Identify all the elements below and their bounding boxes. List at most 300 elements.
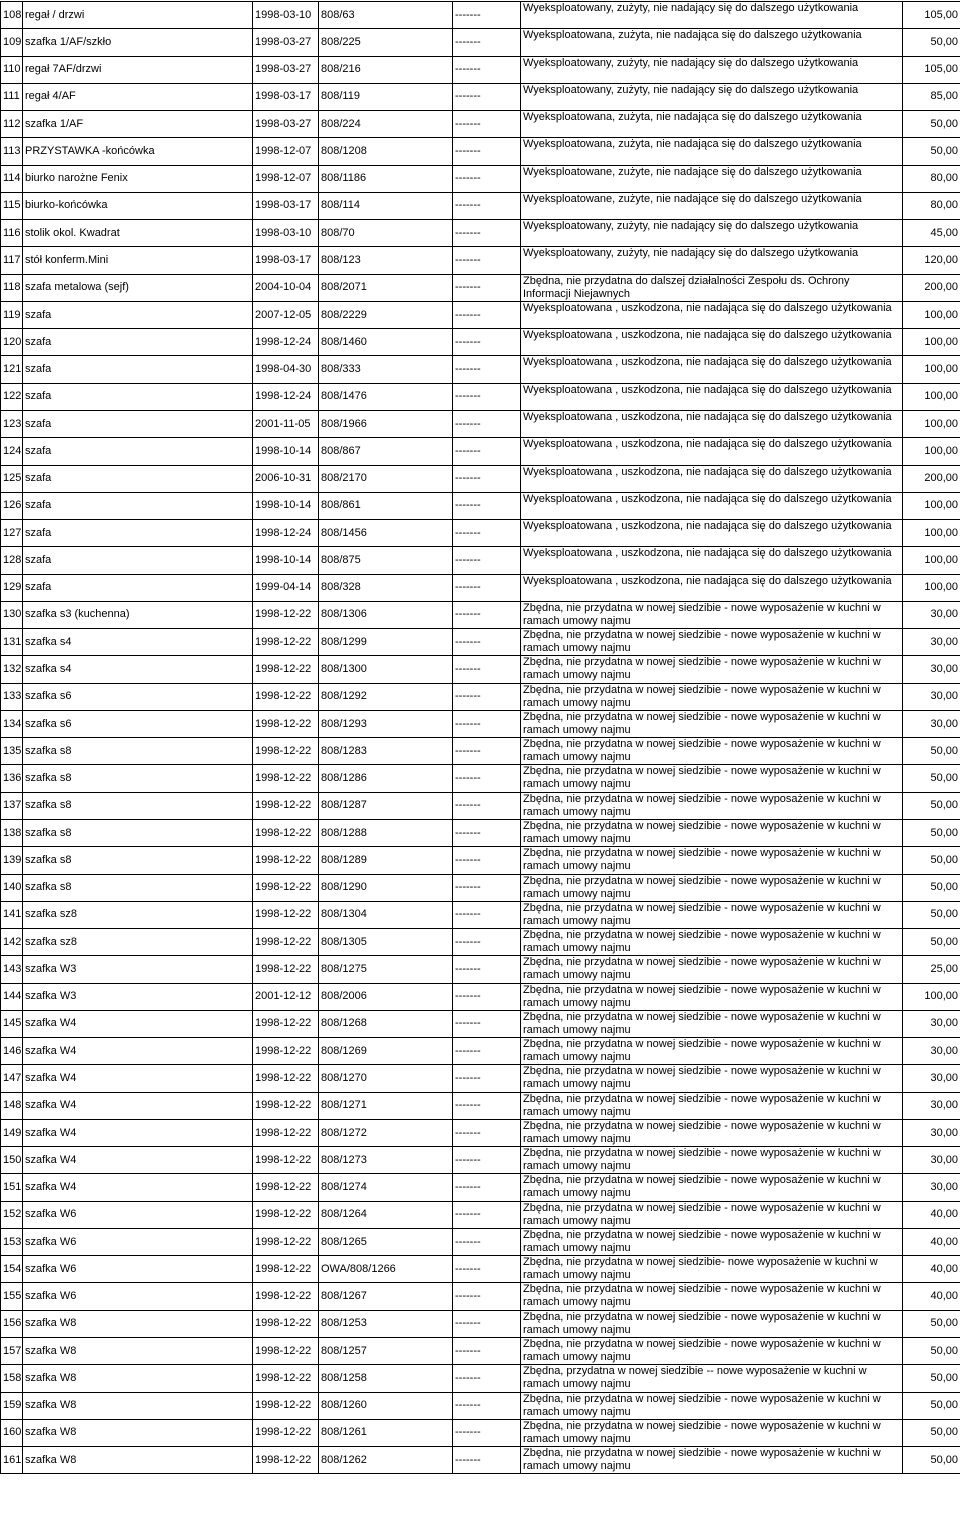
row-number: 154 — [1, 1256, 23, 1283]
item-value: 200,00 — [903, 465, 960, 492]
disposal-reason: Zbędna, nie przydatna w nowej siedzibie - nowe wyposażenie w kuchni w ramach umowy najmu — [521, 901, 903, 928]
disposal-reason: Wyeksploatowane, zużyte, nie nadające się do dalszego użytkowania — [521, 192, 903, 219]
disposal-reason: Zbędna, nie przydatna w nowej siedzibie - nowe wyposażenie w kuchni w ramach umowy najmu — [521, 1228, 903, 1255]
item-name: szafa — [23, 574, 253, 601]
inventory-number: 808/1289 — [319, 847, 453, 874]
table-row — [1, 792, 960, 819]
item-value: 45,00 — [903, 220, 960, 247]
acquisition-date: 1998-12-22 — [253, 1065, 319, 1092]
row-number: 108 — [1, 2, 23, 29]
item-name: szafka W4 — [23, 1147, 253, 1174]
item-value: 120,00 — [903, 247, 960, 274]
acquisition-date: 1998-12-22 — [253, 1038, 319, 1065]
acquisition-date: 2001-12-12 — [253, 983, 319, 1010]
item-value: 100,00 — [903, 547, 960, 574]
table-row — [1, 465, 960, 492]
acquisition-date: 1998-12-22 — [253, 1310, 319, 1337]
row-number: 133 — [1, 683, 23, 710]
row-number: 129 — [1, 574, 23, 601]
item-value: 30,00 — [903, 1147, 960, 1174]
item-name: szafka W8 — [23, 1419, 253, 1446]
item-value: 30,00 — [903, 710, 960, 737]
acquisition-date: 1998-12-07 — [253, 165, 319, 192]
row-number: 109 — [1, 29, 23, 56]
inventory-number: 808/1271 — [319, 1092, 453, 1119]
table-row — [1, 1119, 960, 1146]
acquisition-date: 1998-03-17 — [253, 247, 319, 274]
table-row — [1, 492, 960, 519]
table-row — [1, 329, 960, 356]
table-row — [1, 738, 960, 765]
disposal-reason: Wyeksploatowany, zużyty, nie nadający się do dalszego użytkowania — [521, 2, 903, 29]
item-name: szafa — [23, 465, 253, 492]
disposal-reason: Zbędna, nie przydatna w nowej siedzibie - nowe wyposażenie w kuchni w ramach umowy najmu — [521, 983, 903, 1010]
disposal-reason: Zbędna, nie przydatna w nowej siedzibie - nowe wyposażenie w kuchni w ramach umowy najmu — [521, 1447, 903, 1474]
inventory-number: 808/1288 — [319, 819, 453, 846]
item-value: 30,00 — [903, 656, 960, 683]
placeholder-dashes: ------- — [453, 438, 521, 465]
row-number: 126 — [1, 492, 23, 519]
acquisition-date: 1998-12-22 — [253, 1147, 319, 1174]
disposal-reason: Wyeksploatowana , uszkodzona, nie nadająca się do dalszego użytkowania — [521, 329, 903, 356]
item-value: 50,00 — [903, 792, 960, 819]
inventory-number: 808/114 — [319, 192, 453, 219]
table-row — [1, 956, 960, 983]
placeholder-dashes: ------- — [453, 874, 521, 901]
inventory-number: 808/875 — [319, 547, 453, 574]
disposal-reason: Zbędna, nie przydatna w nowej siedzibie - nowe wyposażenie w kuchni w ramach umowy najmu — [521, 1092, 903, 1119]
acquisition-date: 1998-12-07 — [253, 138, 319, 165]
inventory-number: 808/1270 — [319, 1065, 453, 1092]
placeholder-dashes: ------- — [453, 819, 521, 846]
item-value: 50,00 — [903, 29, 960, 56]
item-value: 105,00 — [903, 56, 960, 83]
item-name: szafka W4 — [23, 1092, 253, 1119]
row-number: 123 — [1, 410, 23, 437]
placeholder-dashes: ------- — [453, 929, 521, 956]
item-value: 80,00 — [903, 192, 960, 219]
inventory-number: 808/333 — [319, 356, 453, 383]
table-row — [1, 1283, 960, 1310]
placeholder-dashes: ------- — [453, 56, 521, 83]
item-value: 100,00 — [903, 438, 960, 465]
item-value: 30,00 — [903, 683, 960, 710]
item-name: szafka s4 — [23, 656, 253, 683]
acquisition-date: 1998-12-22 — [253, 601, 319, 628]
acquisition-date: 1998-03-17 — [253, 83, 319, 110]
inventory-number: 808/1306 — [319, 601, 453, 628]
inventory-number: 808/328 — [319, 574, 453, 601]
item-name: regał 7AF/drzwi — [23, 56, 253, 83]
placeholder-dashes: ------- — [453, 683, 521, 710]
item-name: szafa — [23, 301, 253, 328]
item-value: 50,00 — [903, 765, 960, 792]
table-row — [1, 929, 960, 956]
item-value: 40,00 — [903, 1228, 960, 1255]
disposal-reason: Wyeksploatowana , uszkodzona, nie nadająca się do dalszego użytkowania — [521, 520, 903, 547]
item-name: szafka W8 — [23, 1310, 253, 1337]
table-row — [1, 520, 960, 547]
placeholder-dashes: ------- — [453, 1065, 521, 1092]
item-value: 50,00 — [903, 1419, 960, 1446]
item-name: szafka s6 — [23, 710, 253, 737]
disposal-reason: Zbędna, nie przydatna w nowej siedzibie - nowe wyposażenie w kuchni w ramach umowy najmu — [521, 1038, 903, 1065]
item-value: 30,00 — [903, 1174, 960, 1201]
row-number: 152 — [1, 1201, 23, 1228]
acquisition-date: 1998-03-27 — [253, 56, 319, 83]
table-row — [1, 1228, 960, 1255]
row-number: 153 — [1, 1228, 23, 1255]
item-name: szafka s8 — [23, 819, 253, 846]
disposal-reason: Zbędna, nie przydatna w nowej siedzibie - nowe wyposażenie w kuchni w ramach umowy najmu — [521, 956, 903, 983]
placeholder-dashes: ------- — [453, 1310, 521, 1337]
table-row — [1, 1038, 960, 1065]
disposal-reason: Zbędna, nie przydatna w nowej siedzibie - nowe wyposażenie w kuchni w ramach umowy najmu — [521, 929, 903, 956]
inventory-number: 808/1299 — [319, 629, 453, 656]
item-value: 50,00 — [903, 138, 960, 165]
disposal-reason: Zbędna, nie przydatna w nowej siedzibie - nowe wyposażenie w kuchni w ramach umowy najmu — [521, 629, 903, 656]
table-row — [1, 165, 960, 192]
disposal-reason: Wyeksploatowana, zużyta, nie nadająca się do dalszego użytkowania — [521, 111, 903, 138]
inventory-number: 808/119 — [319, 83, 453, 110]
item-name: szafka s8 — [23, 874, 253, 901]
row-number: 157 — [1, 1338, 23, 1365]
table-row — [1, 1365, 960, 1392]
acquisition-date: 1998-12-22 — [253, 1119, 319, 1146]
placeholder-dashes: ------- — [453, 1119, 521, 1146]
row-number: 155 — [1, 1283, 23, 1310]
item-name: szafa — [23, 438, 253, 465]
disposal-reason: Zbędna, nie przydatna w nowej siedzibie - nowe wyposażenie w kuchni w ramach umowy najmu — [521, 738, 903, 765]
item-name: biurko narożne Fenix — [23, 165, 253, 192]
item-name: szafa — [23, 356, 253, 383]
inventory-number: 808/123 — [319, 247, 453, 274]
inventory-number: 808/1264 — [319, 1201, 453, 1228]
item-value: 50,00 — [903, 1338, 960, 1365]
placeholder-dashes: ------- — [453, 1228, 521, 1255]
disposal-reason: Zbędna, nie przydatna w nowej siedzibie - nowe wyposażenie w kuchni w ramach umowy najmu — [521, 819, 903, 846]
acquisition-date: 1998-12-22 — [253, 1228, 319, 1255]
inventory-number: 808/2071 — [319, 274, 453, 301]
placeholder-dashes: ------- — [453, 465, 521, 492]
disposal-reason: Zbędna, nie przydatna w nowej siedzibie - nowe wyposażenie w kuchni w ramach umowy najmu — [521, 1283, 903, 1310]
acquisition-date: 1998-12-22 — [253, 1201, 319, 1228]
placeholder-dashes: ------- — [453, 220, 521, 247]
item-value: 105,00 — [903, 2, 960, 29]
inventory-number: 808/1290 — [319, 874, 453, 901]
placeholder-dashes: ------- — [453, 1147, 521, 1174]
item-name: PRZYSTAWKA -końcówka — [23, 138, 253, 165]
item-name: szafka s6 — [23, 683, 253, 710]
row-number: 136 — [1, 765, 23, 792]
acquisition-date: 1998-12-22 — [253, 765, 319, 792]
item-value: 30,00 — [903, 1010, 960, 1037]
inventory-number: 808/1265 — [319, 1228, 453, 1255]
row-number: 116 — [1, 220, 23, 247]
disposal-reason: Zbędna, nie przydatna w nowej siedzibie - nowe wyposażenie w kuchni w ramach umowy najmu — [521, 792, 903, 819]
inventory-number: 808/1293 — [319, 710, 453, 737]
placeholder-dashes: ------- — [453, 983, 521, 1010]
table-row — [1, 383, 960, 410]
row-number: 160 — [1, 1419, 23, 1446]
item-name: szafka W6 — [23, 1256, 253, 1283]
item-value: 25,00 — [903, 956, 960, 983]
table-row — [1, 410, 960, 437]
table-row — [1, 83, 960, 110]
item-name: szafka s8 — [23, 847, 253, 874]
placeholder-dashes: ------- — [453, 1010, 521, 1037]
item-value: 50,00 — [903, 847, 960, 874]
table-row — [1, 1256, 960, 1283]
row-number: 114 — [1, 165, 23, 192]
inventory-number: 808/1253 — [319, 1310, 453, 1337]
placeholder-dashes: ------- — [453, 1256, 521, 1283]
placeholder-dashes: ------- — [453, 847, 521, 874]
row-number: 128 — [1, 547, 23, 574]
item-name: biurko-końcówka — [23, 192, 253, 219]
table-row — [1, 438, 960, 465]
row-number: 131 — [1, 629, 23, 656]
inventory-number: 808/224 — [319, 111, 453, 138]
item-value: 50,00 — [903, 1392, 960, 1419]
row-number: 127 — [1, 520, 23, 547]
acquisition-date: 1998-12-22 — [253, 710, 319, 737]
disposal-reason: Wyeksploatowany, zużyty, nie nadający się do dalszego użytkowania — [521, 83, 903, 110]
row-number: 117 — [1, 247, 23, 274]
disposal-reason: Wyeksploatowana , uszkodzona, nie nadająca się do dalszego użytkowania — [521, 301, 903, 328]
disposal-reason: Zbędna, nie przydatna w nowej siedzibie - nowe wyposażenie w kuchni w ramach umowy najmu — [521, 1174, 903, 1201]
acquisition-date: 1999-04-14 — [253, 574, 319, 601]
item-value: 50,00 — [903, 929, 960, 956]
row-number: 147 — [1, 1065, 23, 1092]
inventory-number: 808/1186 — [319, 165, 453, 192]
row-number: 115 — [1, 192, 23, 219]
item-value: 100,00 — [903, 492, 960, 519]
item-name: szafka W4 — [23, 1065, 253, 1092]
acquisition-date: 1998-12-22 — [253, 629, 319, 656]
acquisition-date: 1998-03-27 — [253, 29, 319, 56]
item-value: 30,00 — [903, 601, 960, 628]
inventory-number: 808/1269 — [319, 1038, 453, 1065]
table-row — [1, 601, 960, 628]
table-row — [1, 247, 960, 274]
item-name: szafka W8 — [23, 1365, 253, 1392]
table-row — [1, 56, 960, 83]
table-row — [1, 356, 960, 383]
disposal-reason: Wyeksploatowany, zużyty, nie nadający się do dalszego użytkowania — [521, 220, 903, 247]
inventory-number: 808/63 — [319, 2, 453, 29]
placeholder-dashes: ------- — [453, 1365, 521, 1392]
row-number: 119 — [1, 301, 23, 328]
placeholder-dashes: ------- — [453, 1283, 521, 1310]
acquisition-date: 2001-11-05 — [253, 410, 319, 437]
row-number: 142 — [1, 929, 23, 956]
table-row — [1, 629, 960, 656]
placeholder-dashes: ------- — [453, 138, 521, 165]
inventory-number: 808/1305 — [319, 929, 453, 956]
inventory-number: 808/70 — [319, 220, 453, 247]
acquisition-date: 1998-04-30 — [253, 356, 319, 383]
acquisition-date: 1998-10-14 — [253, 547, 319, 574]
disposal-reason: Wyeksploatowana , uszkodzona, nie nadająca się do dalszego użytkowania — [521, 438, 903, 465]
item-name: szafa — [23, 383, 253, 410]
acquisition-date: 1998-12-22 — [253, 901, 319, 928]
table-row — [1, 819, 960, 846]
inventory-number: 808/2229 — [319, 301, 453, 328]
item-value: 40,00 — [903, 1201, 960, 1228]
item-value: 50,00 — [903, 111, 960, 138]
acquisition-date: 2004-10-04 — [253, 274, 319, 301]
disposal-reason: Wyeksploatowana , uszkodzona, nie nadająca się do dalszego użytkowania — [521, 465, 903, 492]
inventory-number: 808/225 — [319, 29, 453, 56]
placeholder-dashes: ------- — [453, 329, 521, 356]
placeholder-dashes: ------- — [453, 629, 521, 656]
acquisition-date: 1998-12-22 — [253, 738, 319, 765]
placeholder-dashes: ------- — [453, 2, 521, 29]
item-value: 200,00 — [903, 274, 960, 301]
row-number: 135 — [1, 738, 23, 765]
acquisition-date: 1998-10-14 — [253, 492, 319, 519]
table-row — [1, 1310, 960, 1337]
table-row — [1, 301, 960, 328]
row-number: 132 — [1, 656, 23, 683]
disposal-reason: Zbędna, nie przydatna w nowej siedzibie - nowe wyposażenie w kuchni w ramach umowy najmu — [521, 683, 903, 710]
disposal-reason: Wyeksploatowany, zużyty, nie nadający się do dalszego użytkowania — [521, 247, 903, 274]
table-row — [1, 547, 960, 574]
table-row — [1, 901, 960, 928]
acquisition-date: 1998-12-22 — [253, 1174, 319, 1201]
row-number: 111 — [1, 83, 23, 110]
item-name: szafka W6 — [23, 1283, 253, 1310]
table-row — [1, 1447, 960, 1474]
disposal-reason: Zbędna, przydatna w nowej siedzibie -- nowe wyposażenie w kuchni w ramach umowy najmu — [521, 1365, 903, 1392]
disposal-reason: Zbędna, nie przydatna w nowej siedzibie - nowe wyposażenie w kuchni w ramach umowy najmu — [521, 1310, 903, 1337]
acquisition-date: 1998-12-22 — [253, 956, 319, 983]
row-number: 112 — [1, 111, 23, 138]
acquisition-date: 1998-12-22 — [253, 847, 319, 874]
item-name: szafka W6 — [23, 1201, 253, 1228]
row-number: 138 — [1, 819, 23, 846]
disposal-reason: Wyeksploatowana , uszkodzona, nie nadająca się do dalszego użytkowania — [521, 383, 903, 410]
placeholder-dashes: ------- — [453, 1201, 521, 1228]
placeholder-dashes: ------- — [453, 383, 521, 410]
acquisition-date: 1998-12-22 — [253, 1447, 319, 1474]
inventory-number: 808/1273 — [319, 1147, 453, 1174]
acquisition-date: 2006-10-31 — [253, 465, 319, 492]
inventory-number: 808/1476 — [319, 383, 453, 410]
acquisition-date: 1998-03-27 — [253, 111, 319, 138]
table-row — [1, 765, 960, 792]
acquisition-date: 1998-12-24 — [253, 329, 319, 356]
item-name: szafka W4 — [23, 1119, 253, 1146]
inventory-number: 808/1267 — [319, 1283, 453, 1310]
item-name: szafka s8 — [23, 738, 253, 765]
table-row — [1, 574, 960, 601]
placeholder-dashes: ------- — [453, 601, 521, 628]
row-number: 151 — [1, 1174, 23, 1201]
disposal-reason: Wyeksploatowany, zużyty, nie nadający się do dalszego użytkowania — [521, 56, 903, 83]
placeholder-dashes: ------- — [453, 410, 521, 437]
disposal-reason: Zbędna, nie przydatna w nowej siedzibie - nowe wyposażenie w kuchni w ramach umowy najmu — [521, 1147, 903, 1174]
placeholder-dashes: ------- — [453, 1174, 521, 1201]
inventory-number: 808/1262 — [319, 1447, 453, 1474]
item-name: szafka W4 — [23, 1010, 253, 1037]
inventory-number: 808/1257 — [319, 1338, 453, 1365]
item-value: 100,00 — [903, 329, 960, 356]
row-number: 110 — [1, 56, 23, 83]
acquisition-date: 1998-12-22 — [253, 1419, 319, 1446]
item-name: szafka W4 — [23, 1174, 253, 1201]
row-number: 113 — [1, 138, 23, 165]
item-name: szafa metalowa (sejf) — [23, 274, 253, 301]
item-value: 100,00 — [903, 301, 960, 328]
row-number: 146 — [1, 1038, 23, 1065]
inventory-number: 808/1456 — [319, 520, 453, 547]
item-name: szafa — [23, 329, 253, 356]
item-value: 40,00 — [903, 1283, 960, 1310]
acquisition-date: 1998-10-14 — [253, 438, 319, 465]
row-number: 140 — [1, 874, 23, 901]
inventory-number: 808/1275 — [319, 956, 453, 983]
table-row — [1, 1419, 960, 1446]
item-value: 100,00 — [903, 410, 960, 437]
row-number: 161 — [1, 1447, 23, 1474]
table-row — [1, 111, 960, 138]
row-number: 121 — [1, 356, 23, 383]
inventory-number: 808/1283 — [319, 738, 453, 765]
acquisition-date: 1998-12-22 — [253, 1256, 319, 1283]
placeholder-dashes: ------- — [453, 301, 521, 328]
row-number: 125 — [1, 465, 23, 492]
inventory-number: 808/1292 — [319, 683, 453, 710]
placeholder-dashes: ------- — [453, 656, 521, 683]
inventory-number: 808/1274 — [319, 1174, 453, 1201]
item-name: szafka sz8 — [23, 901, 253, 928]
item-value: 30,00 — [903, 1065, 960, 1092]
item-value: 100,00 — [903, 983, 960, 1010]
acquisition-date: 2007-12-05 — [253, 301, 319, 328]
disposal-reason: Zbędna, nie przydatna w nowej siedzibie - nowe wyposażenie w kuchni w ramach umowy najmu — [521, 710, 903, 737]
item-value: 40,00 — [903, 1256, 960, 1283]
disposal-reason: Zbędna, nie przydatna w nowej siedzibie - nowe wyposażenie w kuchni w ramach umowy najmu — [521, 874, 903, 901]
item-name: szafka W4 — [23, 1038, 253, 1065]
item-value: 50,00 — [903, 1365, 960, 1392]
table-row — [1, 710, 960, 737]
placeholder-dashes: ------- — [453, 1038, 521, 1065]
item-value: 100,00 — [903, 520, 960, 547]
row-number: 159 — [1, 1392, 23, 1419]
disposal-reason: Wyeksploatowana, zużyta, nie nadająca się do dalszego użytkowania — [521, 29, 903, 56]
table-row — [1, 220, 960, 247]
item-value: 100,00 — [903, 356, 960, 383]
row-number: 150 — [1, 1147, 23, 1174]
placeholder-dashes: ------- — [453, 901, 521, 928]
placeholder-dashes: ------- — [453, 247, 521, 274]
inventory-number: 808/1966 — [319, 410, 453, 437]
disposal-reason: Wyeksploatowana , uszkodzona, nie nadająca się do dalszego użytkowania — [521, 410, 903, 437]
placeholder-dashes: ------- — [453, 1092, 521, 1119]
item-value: 30,00 — [903, 629, 960, 656]
table-row — [1, 847, 960, 874]
item-name: szafka W8 — [23, 1392, 253, 1419]
item-value: 50,00 — [903, 738, 960, 765]
table-row — [1, 1174, 960, 1201]
inventory-number: 808/1208 — [319, 138, 453, 165]
item-name: szafka W8 — [23, 1447, 253, 1474]
disposal-reason: Wyeksploatowana , uszkodzona, nie nadająca się do dalszego użytkowania — [521, 492, 903, 519]
disposal-reason: Wyeksploatowana, zużyta, nie nadająca się do dalszego użytkowania — [521, 138, 903, 165]
item-value: 50,00 — [903, 819, 960, 846]
